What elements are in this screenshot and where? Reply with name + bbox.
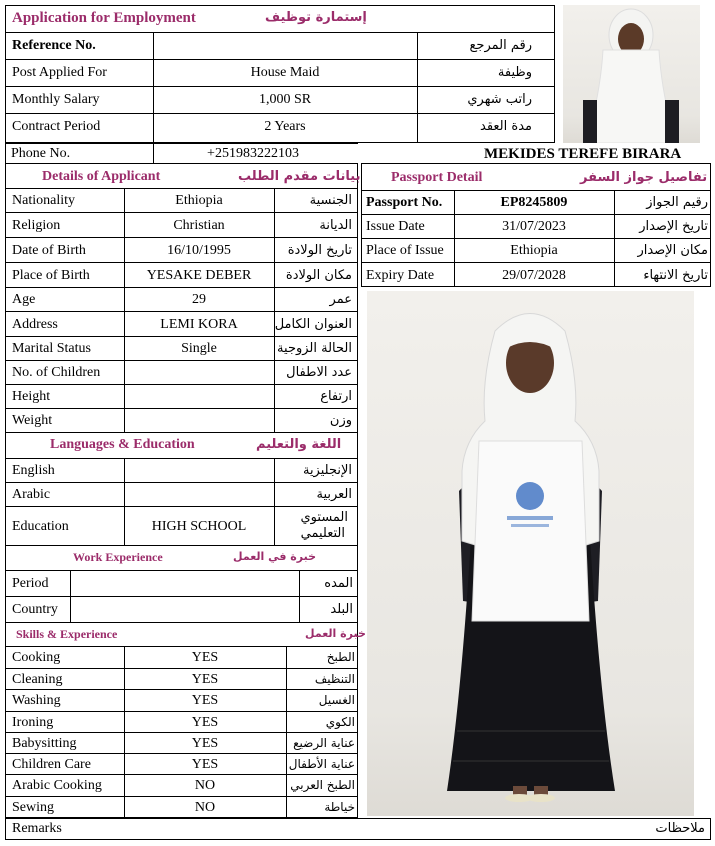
divider [5,237,358,238]
skill-row-label: Washing [12,693,61,708]
skill-row-value: NO [194,800,216,815]
skill-row-label: Children Care [12,756,91,772]
applicant-row-label-ar: الديانة [319,217,352,233]
divider [5,482,358,483]
skill-row-label: Babysitting [12,735,77,751]
work-row-label: Country [12,602,58,617]
skill-row-label-ar: الطبخ العربي [290,778,355,792]
remarks-label-ar: ملاحظات [655,821,705,836]
post-label: Post Applied For [12,65,107,80]
passport-row-label: Passport No. [366,195,443,210]
skill-row-value: YES [191,756,219,772]
remarks-label: Remarks [12,821,62,836]
form-title-ar: إستمارة توظيف [265,10,367,25]
divider [124,458,125,545]
form-title: Application for Employment [12,10,196,26]
applicant-row-label: Religion [12,217,61,233]
divider [417,32,418,143]
skill-row-value: YES [191,693,219,708]
passport-row-label: Issue Date [366,219,425,234]
divider [5,360,358,361]
divider [5,432,358,433]
language-row-label: Arabic [12,487,51,502]
applicant-section-title-ar: بيانات مقدم الطلب [238,169,361,184]
skill-row-label: Cleaning [12,671,63,687]
applicant-row-label-ar: الحالة الزوجية [277,341,352,356]
applicant-row-label-ar: العنوان الكامل [274,316,352,332]
divider [5,143,358,144]
divider [5,668,358,669]
phone-value: +251983222103 [207,146,299,161]
divider [5,262,358,263]
skill-row-value: YES [191,671,219,687]
contract-label-ar: مدة العقد [480,119,532,134]
skills-section-title-ar: خبرة العمل [305,627,366,640]
skill-row-value: YES [191,650,219,665]
phone-label: Phone No. [11,146,71,161]
skill-row-label-ar: خياطة [324,800,355,814]
applicant-section-title: Details of Applicant [42,169,161,184]
applicant-row-label-ar: تاريخ الولادة [287,242,352,258]
language-row-value: HIGH SCHOOL [151,518,247,534]
passport-section-title-ar: تفاصيل جواز السفر [580,170,708,185]
remarks-row [5,818,711,840]
applicant-row-value: 16/10/1995 [167,242,231,258]
divider [5,212,358,213]
divider [5,336,358,337]
passport-row-value: 31/07/2023 [502,219,566,234]
portrait-figure [563,5,700,143]
contract-label: Contract Period [12,119,101,134]
salary-value: 1,000 SR [258,92,312,107]
divider [5,188,358,189]
divider [70,570,71,622]
work-row-label: Period [12,576,49,591]
salary-label-ar: راتب شهري [467,92,532,107]
language-row-label: Education [12,518,69,534]
post-value: House Maid [250,65,320,80]
divider [5,408,358,409]
skill-row-value: YES [191,714,219,730]
skill-row-label-ar: الغسيل [318,693,355,707]
passport-row-value: Ethiopia [510,243,558,258]
divider [124,188,125,432]
passport-row-label: Expiry Date [366,267,435,283]
applicant-row-label-ar: الجنسية [309,193,352,208]
applicant-row-label: Address [12,316,58,332]
applicant-row-label-ar: عمر [329,292,352,307]
passport-row-label-ar: تاريخ الانتهاء [643,267,708,283]
reference-label: Reference No. [12,38,96,53]
divider [454,190,455,287]
skill-row-label: Sewing [12,800,54,815]
divider [299,570,300,622]
work-section-title: Work Experience [73,550,163,564]
applicant-row-value: LEMI KORA [160,316,238,332]
divider [5,287,358,288]
work-section-title-ar: خبرة في العمل [233,550,317,563]
divider [5,59,555,60]
divider [5,458,358,459]
full-body-photo [367,291,694,816]
applicant-row-label-ar: مكان الولادة [285,267,352,283]
passport-row-label-ar: رقيم الجواز [646,195,708,210]
divider [5,311,358,312]
divider [5,622,358,623]
applicant-row-label: Place of Birth [12,267,90,283]
salary-label: Monthly Salary [12,92,100,107]
passport-row-label: Place of Issue [366,243,444,258]
divider [5,753,358,754]
divider [5,596,358,597]
applicant-row-value: Ethiopia [175,193,223,208]
post-label-ar: وظيفة [497,65,532,80]
divider [274,458,275,545]
divider [5,570,358,571]
applicant-name: MEKIDES TEREFE BIRARA [484,146,682,162]
reference-label-ar: رقم المرجع [469,38,532,53]
language-row-label-ar: التعليمي [300,526,345,541]
applicant-row-value: Christian [173,217,225,233]
passport-row-label-ar: مكان الإصدار [637,243,708,258]
skills-section-title: Skills & Experience [16,627,118,641]
applicant-row-value: 29 [192,292,206,307]
divider [5,646,358,647]
skill-row-label-ar: التنظيف [314,671,355,686]
skill-row-label: Ironing [12,714,54,730]
language-row-label-ar: المستوي [300,510,348,525]
divider [274,188,275,432]
divider [5,689,358,690]
skill-row-value: YES [191,735,219,751]
divider [614,190,615,287]
applicant-row-label: Nationality [12,193,75,208]
divider [5,86,555,87]
skill-row-label: Arabic Cooking [12,778,102,793]
language-row-label: English [12,463,55,478]
divider [5,143,6,163]
divider [5,384,358,385]
portrait-photo [563,5,700,143]
applicant-row-label-ar: وزن [329,413,352,428]
full-body-figure [367,291,694,816]
work-row-label-ar: المده [324,576,353,591]
passport-row-value: 29/07/2028 [502,267,566,283]
divider [361,238,711,239]
divider [5,796,358,797]
applicant-row-label-ar: ارتفاع [320,389,352,404]
applicant-row-label: Height [12,389,51,404]
divider [5,774,358,775]
contract-value: 2 Years [264,119,306,134]
languages-section-title-ar: اللغة والتعليم [256,437,342,452]
applicant-row-label: Marital Status [12,341,91,356]
applicant-row-value: YESAKE DEBER [146,267,252,283]
applicant-row-label: Date of Birth [12,242,86,258]
applicant-row-value: Single [181,341,217,356]
applicant-row-label: Age [12,292,36,307]
passport-section-title: Passport Detail [391,170,483,185]
divider [5,506,358,507]
divider [361,214,711,215]
divider [361,190,711,191]
skill-row-label-ar: عناية الأطفال [288,756,355,771]
language-row-label-ar: الإنجليزية [302,463,352,478]
applicant-row-label-ar: عدد الاطفال [286,365,352,380]
skill-row-label-ar: الكوي [325,714,355,729]
skill-row-label-ar: الطبخ [326,650,355,664]
divider [5,32,555,33]
languages-section-title: Languages & Education [50,437,195,452]
divider [361,262,711,263]
divider [5,711,358,712]
divider [5,113,555,114]
divider [5,732,358,733]
skill-row-value: NO [194,778,216,793]
divider [5,545,358,546]
skill-row-label: Cooking [12,650,61,665]
passport-row-label-ar: تاريخ الإصدار [639,219,708,234]
work-row-label-ar: البلد [330,602,353,617]
applicant-row-label: Weight [12,413,53,428]
divider [286,646,287,818]
applicant-row-label: No. of Children [12,365,101,380]
passport-row-value: EP8245809 [500,195,568,210]
skill-row-label-ar: عناية الرضيع [293,735,355,750]
divider [124,646,125,818]
language-row-label-ar: العربية [316,487,352,502]
